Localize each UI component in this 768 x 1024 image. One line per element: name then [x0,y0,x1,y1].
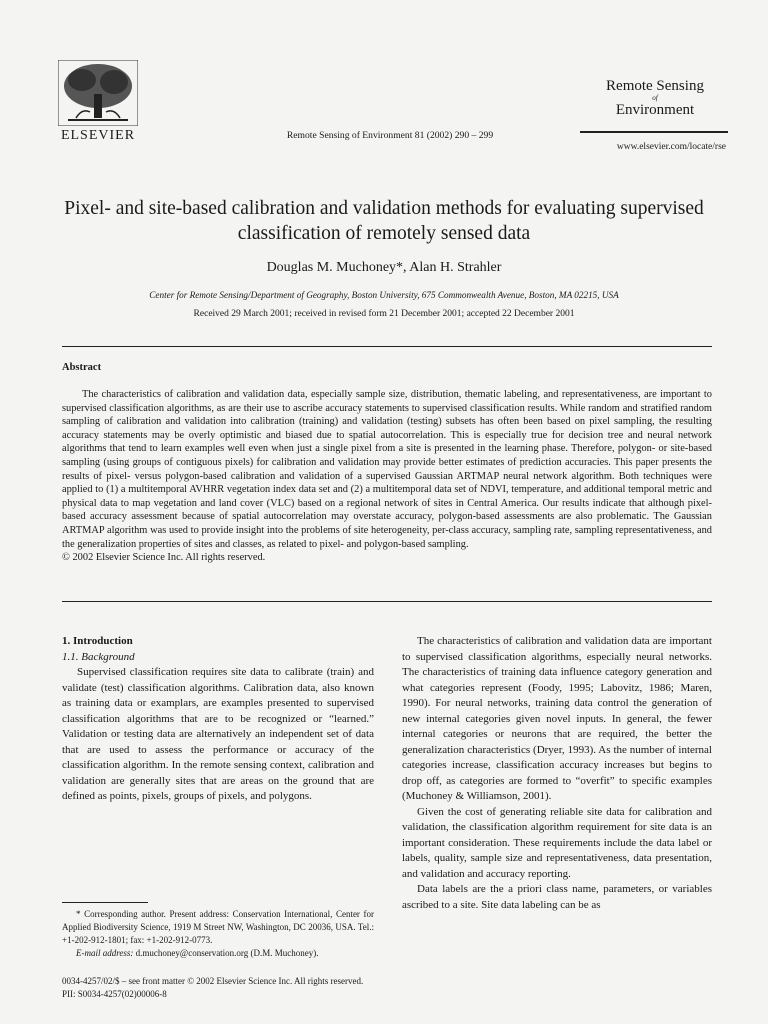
journal-brand-line2: of [652,94,658,102]
elsevier-tree-logo [58,60,138,126]
abstract-copyright: © 2002 Elsevier Science Inc. All rights reserved. [62,552,266,564]
issn-line: 0034-4257/02/$ – see front matter © 2002 Elsevier Science Inc. All rights reserved. [62,976,364,986]
left-column [62,634,374,805]
right-column [402,634,712,913]
abstract-bottom-rule [62,601,712,602]
section-heading-introduction: 1. Introduction [62,635,133,647]
publisher-name: ELSEVIER [60,128,136,143]
right-paragraph-3: Data labels are the a priori class name, parameters, or variables ascribed to a site. Site data labeling can be as [402,883,712,911]
article-authors: Douglas M. Muchoney*, Alan H. Strahler [266,260,502,275]
front-matter [62,975,363,1001]
footnote-rule [62,902,148,903]
corresponding-author-note: * Corresponding author. Present address: Conservation International, Center for Applied Biodiversity Science, 1919 M Street NW, Washington, DC 20036, USA. Tel.: +1-202-912-1801; fax: +1-202-912-0773. [62,909,374,945]
footnote [62,908,374,960]
abstract-top-rule [62,346,712,347]
article-title: Pixel- and site-based calibration and validation methods for evaluating supervised classification of remotely sensed data [64,198,704,244]
subsection-heading-background: 1.1. Background [62,650,135,663]
email-address[interactable]: d.muchoney@conservation.org (D.M. Muchoney). [133,948,319,958]
journal-brand-divider [580,131,728,133]
email-label: E-mail address: [76,948,134,958]
background-paragraph: Supervised classification requires site data to calibrate (train) and validate (test) classification algorithms. Calibration data, also known as training data or examplars, are examples presented to supervised classification algorithms that are to be recognized or “learned.” Validation or testing data are alternatively an independent set of data that are used to assess the performance or accuracy of the classification algorithm. In the remote sensing context, calibration and validation are generally sites that are areas on the ground that are defined as points, pixels, groups of pixels, and polygons. [62,666,374,802]
right-paragraph-1: The characteristics of calibration and validation data are important to supervised classification algorithms, especially neural networks. The characteristics of training data influence category generation and what categories represent (Foody, 1995; Labovitz, 1986; Maren, 1990). For neural networks, training data control the generation of new internal categories given novel inputs. In general, the fewer internal categories or neurons that are required, the better the generalization characteristics (Dryer, 1993). As the number of internal categories increase, classification accuracy increases but begins to drop off, as categories are formed to “overfit” to specific examples (Muchoney & Williamson, 2001). [402,635,712,802]
article-dates: Received 29 March 2001; received in revised form 21 December 2001; accepted 22 December 2001 [193,309,575,319]
abstract-text: The characteristics of calibration and validation data, especially sample size, distribution, thematic labeling, and representativeness, are important to supervised classification algorithms, as are their use to ascribe accuracy statements to supervised classification results. While random and stratified random sampling of calibration and validation into calibration (training) and validation (testing) subsets has often been based on pixel sampling, the resulting accuracy statements may be overly optimistic and biased due to spatial autocorrelation. This is especially true for decision tree and neural network algorithms that tend to learn examples well even when just a single pixel from a site is presented in the learning phase. Therefore, polygon- or site-based sampling (using groups of contiguous pixels) for calibration and validation may provide better estimates of prediction accuracies. This paper presents the results of pixel- versus polygon-based calibration and validation of a supervised Gaussian ARTMAP neural network algorithm. Both techniques were applied to (1) a multitemporal AVHRR vegetation index data set and (2) a multitemporal data set of NDVI, temperature, and additional temporal metric and physical data to map vegetation and land cover (VLC) based on a regional network of sites in Central America. Our results indicate that although pixel-based accuracy assessment because of spatial autocorrelation may overstate accuracy, polygon-based assessments are also problematic. The Gaussian ARTMAP algorithm was used to provide insight into the problems of site heterogeneity, per-class accuracy, sampling rate, sampling representativeness, and the generalization properties of sites and classes, as related to pixel- and polygon-based sampling. [62,389,712,550]
right-paragraph-2: Given the cost of generating reliable site data for calibration and validation, the classification algorithm requirement for site data is an important consideration. These requirements include the data label or labels, quality, sample size and representativeness, data presentation, and validation and accuracy reporting. [402,805,712,880]
abstract-body [62,388,712,565]
pii-line: PII: S0034-4257(02)00006-8 [62,989,167,999]
journal-brand-line3: Environment [615,102,695,118]
abstract-heading: Abstract [62,362,102,373]
journal-url[interactable]: www.elsevier.com/locate/rse [616,142,726,152]
journal-brand [580,78,730,118]
journal-brand-line1: Remote Sensing [606,78,704,94]
journal-reference: Remote Sensing of Environment 81 (2002) 290 – 299 [286,130,494,141]
author-affiliation: Center for Remote Sensing/Department of Geography, Boston University, 675 Commonwealth Avenue, Boston, MA 02215, USA [149,290,619,300]
email-line [62,947,374,960]
